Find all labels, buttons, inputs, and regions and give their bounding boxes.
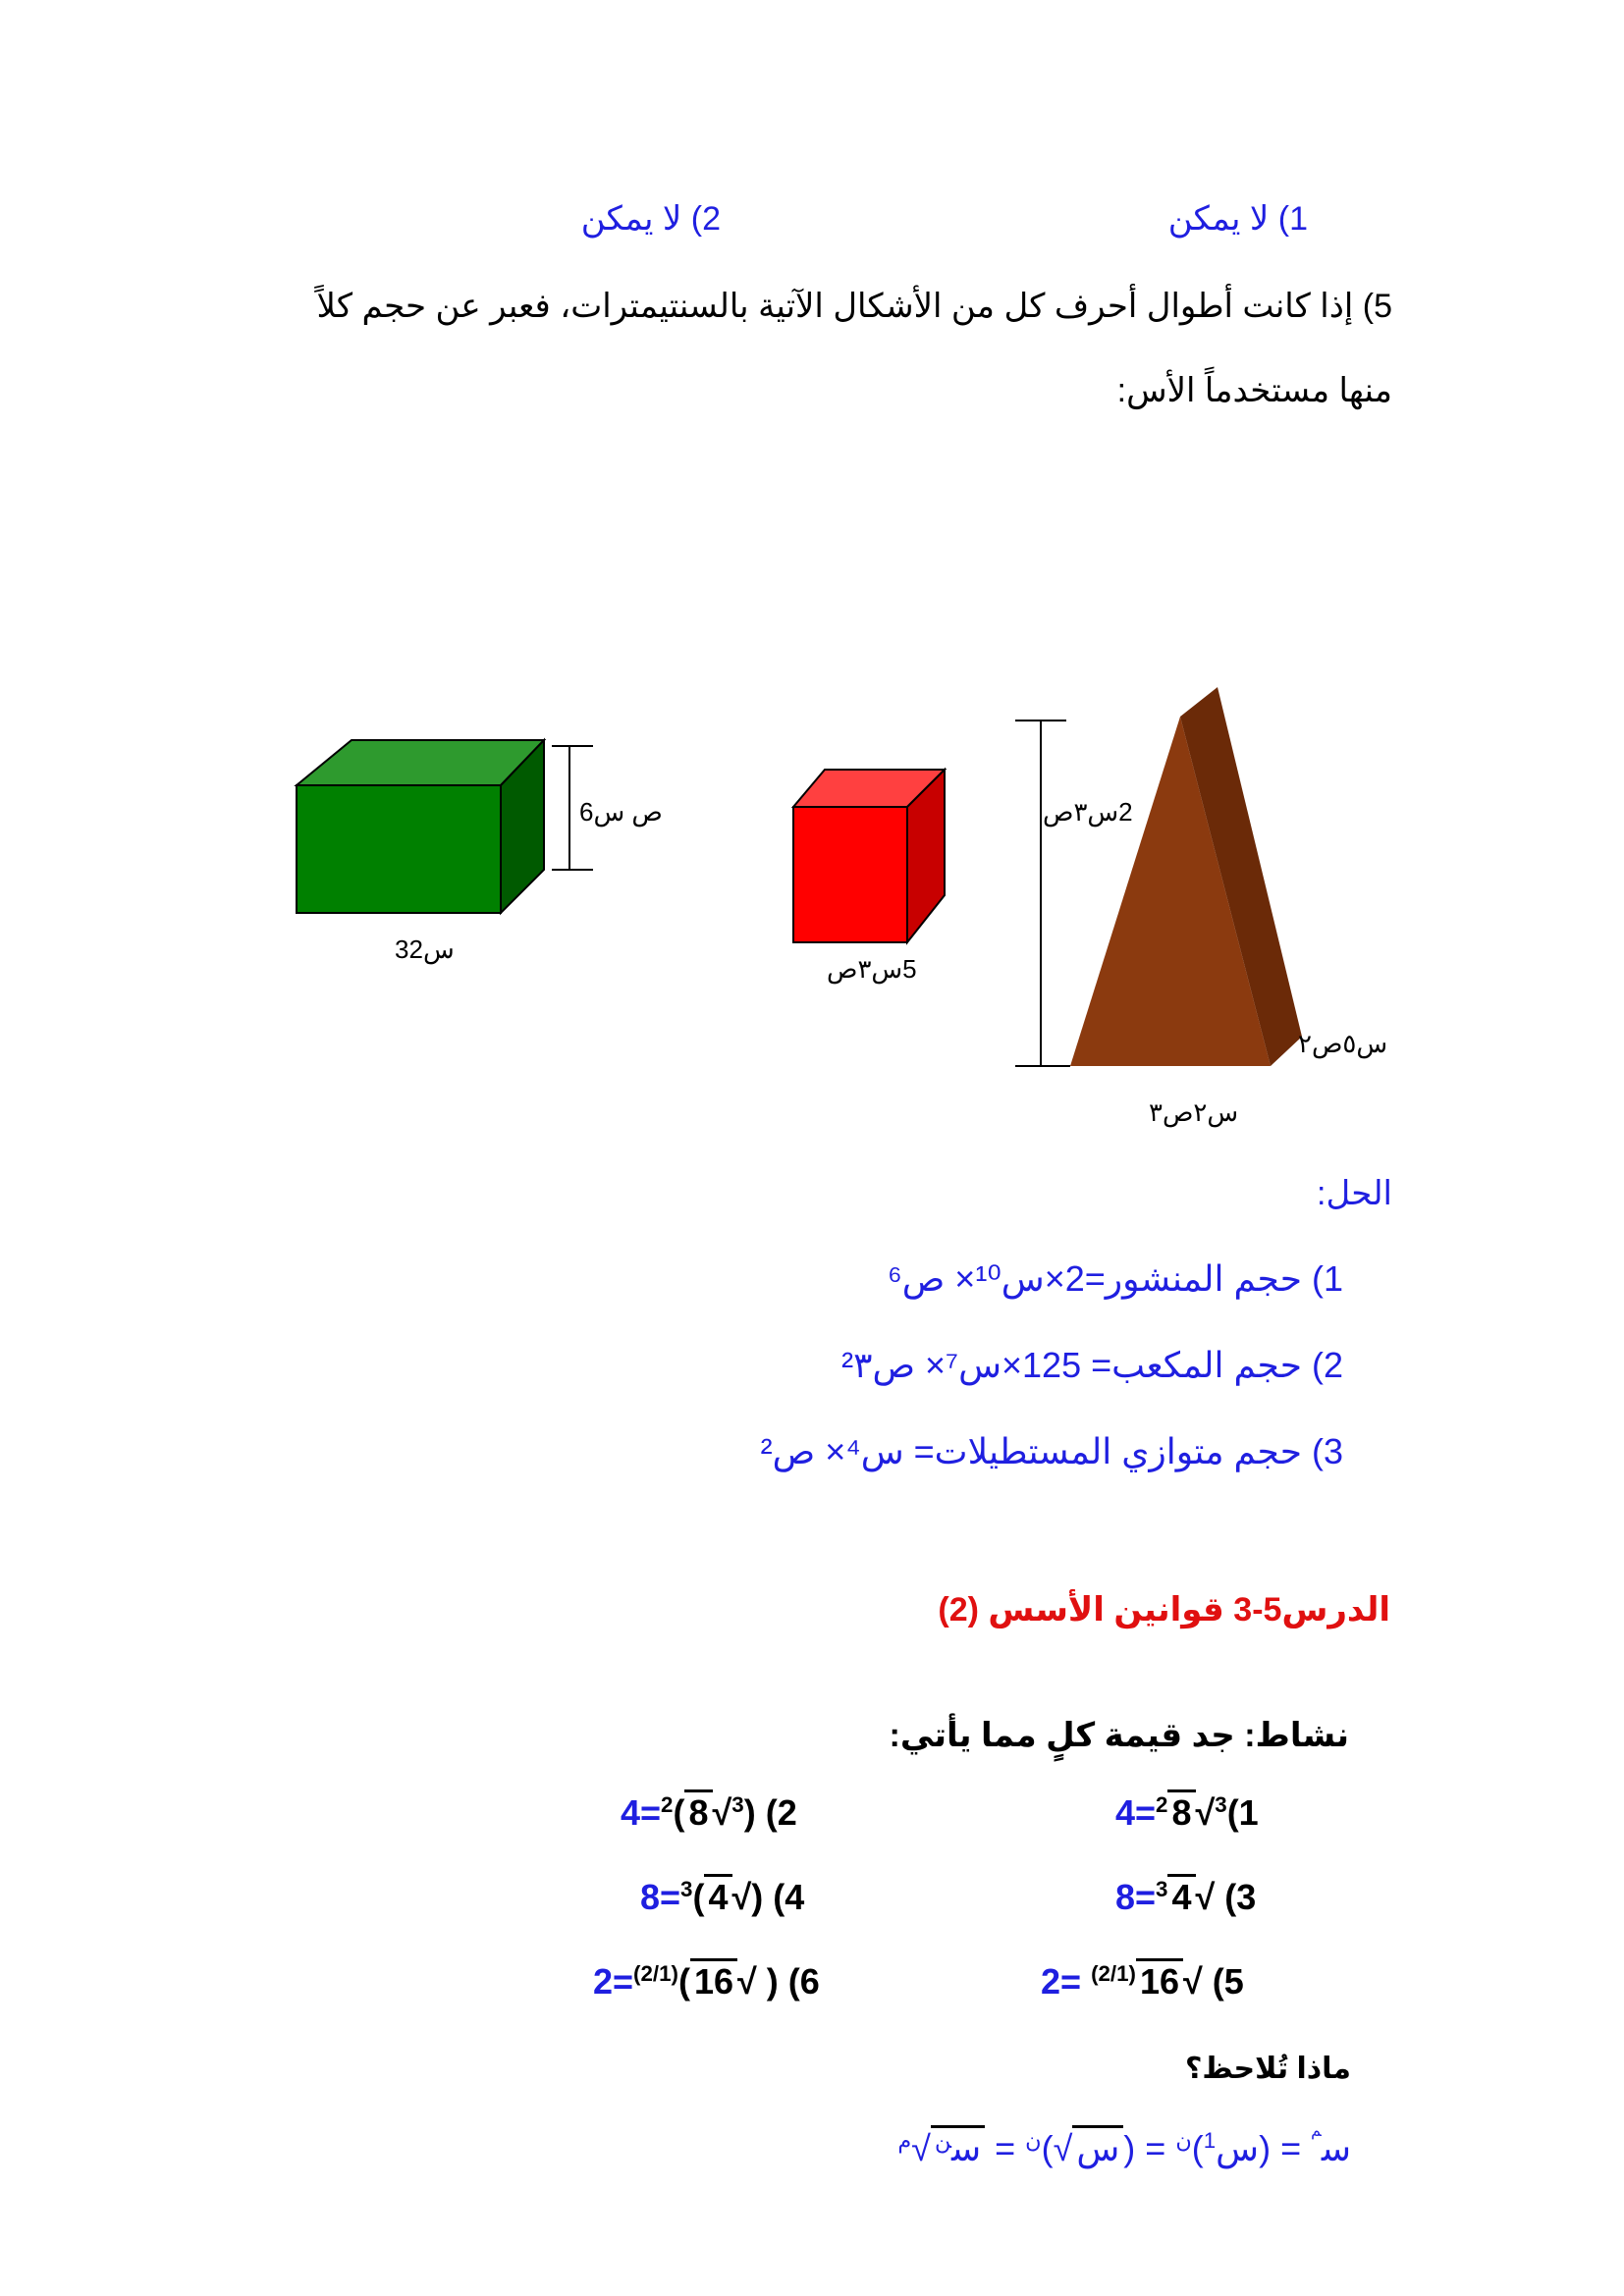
solution-item-1: 1) حجم المنشور=2×س¹⁰× ص⁶ <box>887 1258 1343 1299</box>
activity-item-5: 2= $^{(2/1)}$ 16 √ (5 <box>1041 1961 1244 2002</box>
answer-1: 1) لا يمكن <box>1167 200 1308 238</box>
observation-heading: ماذا تُلاحظ؟ <box>1184 2053 1351 2085</box>
prism-height-label: 2س٣ص <box>1043 797 1133 827</box>
question-5-line-2: منها مستخدماً الأس: <box>1116 372 1392 409</box>
activity-heading: نشاط: جد قيمة كلٍ مما يأتي: <box>889 1717 1349 1754</box>
cube-front-face <box>793 807 907 942</box>
solution-item-3: 3) حجم متوازي المستطيلات= س⁴× ص² <box>760 1431 1343 1471</box>
box-front-face <box>297 785 501 913</box>
box-base-label: 3س2 <box>395 934 455 964</box>
activity-item-1: 4=$^2$ 8 √$^3$(1 <box>1115 1792 1259 1834</box>
solution-item-2: 2) حجم المكعب= 125×س⁷× ص²٣ <box>841 1345 1343 1385</box>
box-height-label: 6ص س <box>579 797 663 827</box>
prism-side-label: س٥ص٢ <box>1298 1029 1388 1058</box>
question-5-line-1: 5) إذا كانت أطوال أحرف كل من الأشكال الآتية بالسنتيمترات، فعبر عن حجم كلاً <box>316 288 1392 325</box>
cube-label: 5س٣ص <box>827 954 917 984</box>
lesson-title: الدرس5-3 قوانين الأسس (2) <box>938 1591 1390 1629</box>
activity-item-6: 2=$^{(2/1)}$( 16 √ ) (6 <box>593 1961 820 2002</box>
figures <box>0 677 1624 1188</box>
activity-item-3: 8=$^3$ 4 √ (3 <box>1115 1877 1256 1918</box>
prism-base-label: س٢ص٣ <box>1149 1097 1239 1127</box>
activity-item-2: 4=$^2$( 8 √$^3$) (2 <box>621 1792 797 1834</box>
observation-rule: س$^م$ = (س$^1$)$^ن$ = (س√)$^ن$ = س$^ن$√$^م$ <box>897 2123 1351 2168</box>
answer-2: 2) لا يمكن <box>580 200 721 238</box>
solution-heading: الحل: <box>1317 1175 1392 1212</box>
activity-item-4: 8=$^3$( 4 √) (4 <box>640 1877 804 1918</box>
